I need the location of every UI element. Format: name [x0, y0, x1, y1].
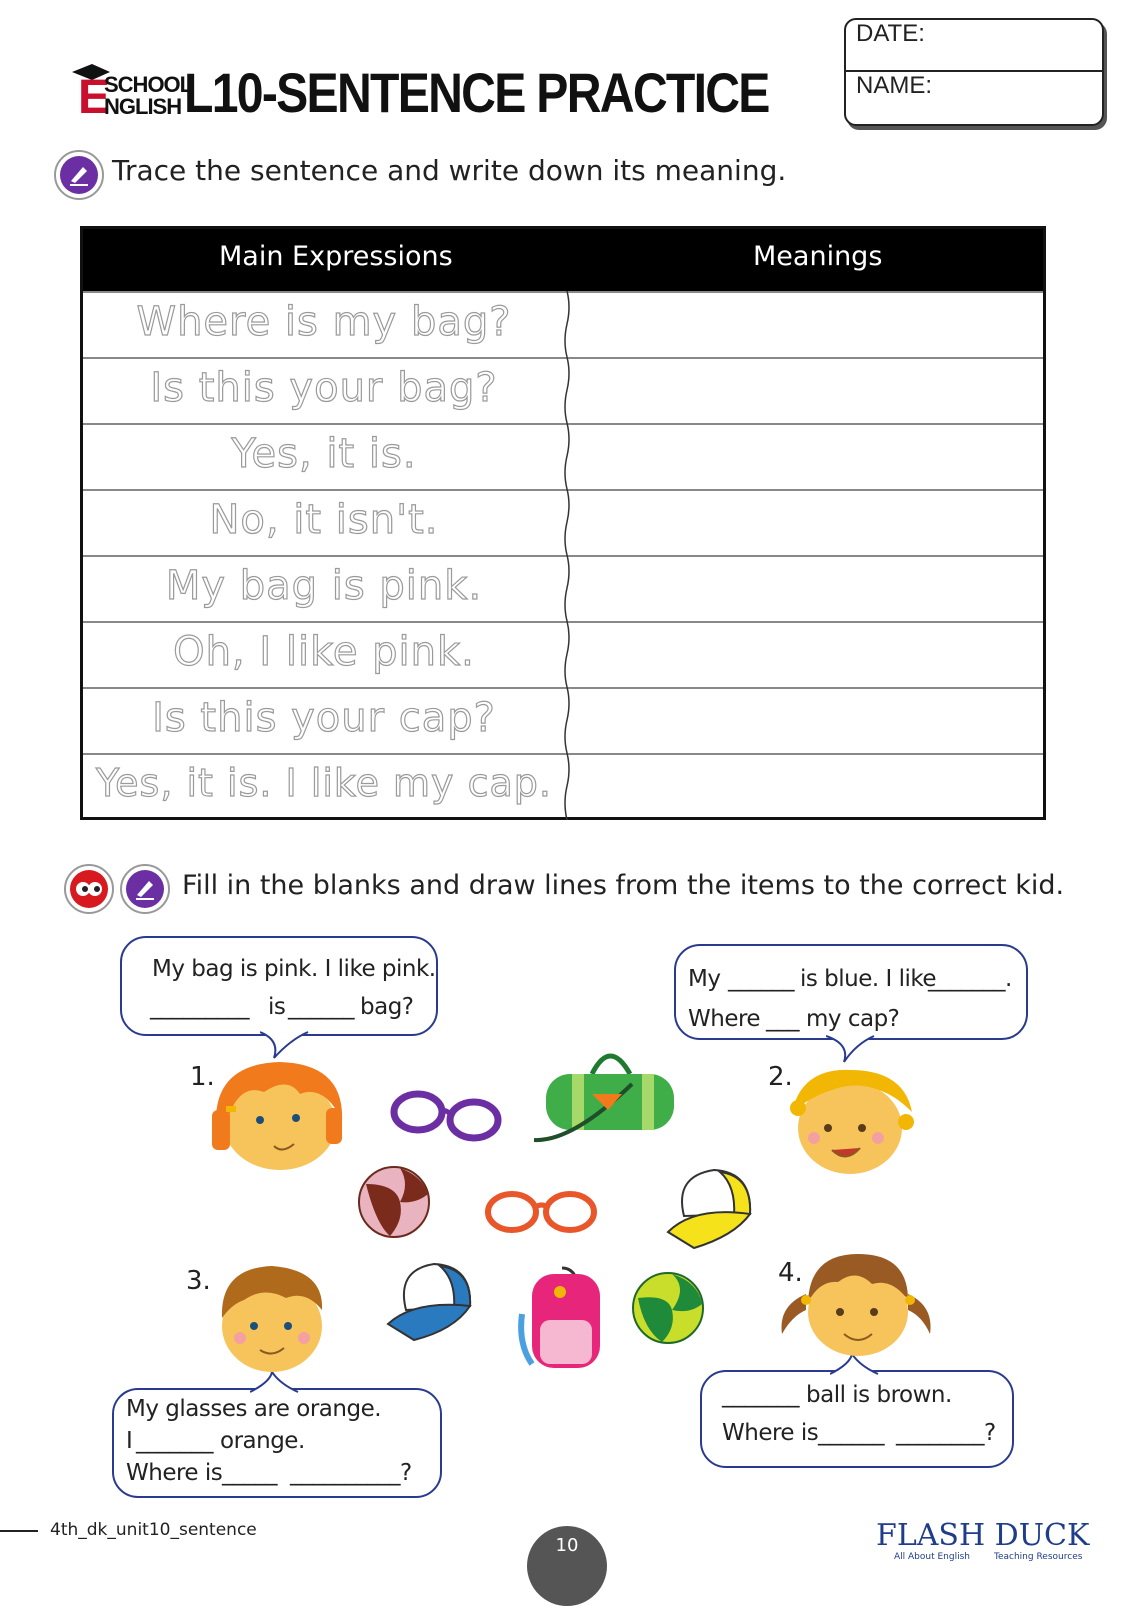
speech-bubble-kid-1 [120, 936, 438, 1036]
brand-sub-left: All About English [894, 1552, 970, 1562]
bubble-2-word: is blue. I like [800, 966, 937, 992]
write-icon [120, 864, 170, 914]
write-icon [54, 150, 104, 200]
bubble-3-word: Where is [126, 1460, 223, 1486]
footer-line [0, 1530, 38, 1532]
bubble-2-word: My [688, 966, 721, 992]
blank[interactable]: _______ [136, 1428, 213, 1454]
footer-file-name: 4th_dk_unit10_sentence [50, 1520, 257, 1540]
name-field[interactable]: NAME: [856, 72, 933, 99]
flash-duck-logo [876, 1518, 1090, 1562]
blank[interactable]: _____ [222, 1460, 277, 1486]
kid-4-face-icon [776, 1250, 936, 1362]
bubble-3-word: I [126, 1428, 133, 1454]
bubble-4-word: Where is [722, 1420, 819, 1446]
expressions-table [80, 226, 1046, 820]
col-main-expressions: Main Expressions [219, 241, 453, 272]
blank[interactable]: ______ [288, 994, 354, 1020]
kid-number: 1. [190, 1062, 215, 1092]
orange-glasses-icon [482, 1186, 600, 1238]
trace-sentence: Yes, it is. I like my cap. [95, 761, 553, 805]
bubble-3-line-1: My glasses are orange. [126, 1396, 382, 1422]
kid-number: 3. [186, 1266, 211, 1296]
yellow-cap-icon [664, 1166, 756, 1252]
date-name-box [844, 18, 1104, 126]
blue-cap-icon [386, 1260, 476, 1346]
bubble-1-word: is [268, 994, 286, 1020]
trace-sentence: Is this your bag? [150, 365, 498, 411]
kid-number: 4. [778, 1258, 803, 1288]
bubble-1-word: bag? [360, 994, 414, 1020]
bubble-2-word: Where [688, 1006, 761, 1032]
kid-number: 2. [768, 1062, 793, 1092]
brand-name: FLASH DUCK [876, 1518, 1090, 1553]
kid-3-face-icon [214, 1260, 330, 1380]
blank[interactable]: _______. [928, 966, 1012, 992]
blank[interactable]: ________? [896, 1420, 996, 1446]
blank[interactable]: __________? [290, 1460, 412, 1486]
brand-sub-right: Teaching Resources [994, 1552, 1083, 1562]
trace-sentence: Yes, it is. [231, 431, 417, 477]
green-bag-icon [532, 1044, 678, 1152]
purple-glasses-icon [388, 1088, 506, 1144]
trace-sentence: Is this your cap? [152, 695, 496, 741]
kid-1-face-icon [204, 1054, 348, 1174]
logo-school-text: SCHOOL [104, 72, 193, 97]
instruction-fill-blanks: Fill in the blanks and draw lines from the items to the correct kid. [182, 870, 1065, 901]
blank[interactable]: ______ [728, 966, 794, 992]
bubble-3-word: orange. [220, 1428, 305, 1454]
table-header [83, 229, 1043, 291]
trace-sentence: Where is my bag? [136, 299, 512, 345]
trace-sentence: My bag is pink. [165, 563, 483, 609]
page-number: 10 [527, 1526, 607, 1606]
wavy-divider [561, 291, 573, 820]
green-ball-icon [630, 1270, 706, 1346]
kid-2-face-icon [788, 1062, 918, 1182]
blank[interactable]: _______ [722, 1382, 799, 1408]
bubble-tail [826, 1034, 876, 1064]
bubble-2-word: my cap? [806, 1006, 900, 1032]
date-field[interactable]: DATE: [846, 20, 1102, 72]
page-title: L10-SENTENCE PRACTICE [184, 61, 769, 124]
col-meanings: Meanings [753, 241, 883, 272]
bubble-1-line-1: My bag is pink. I like pink. [152, 956, 436, 982]
blank[interactable]: ______ [818, 1420, 884, 1446]
logo-letter-e: E [78, 71, 111, 124]
trace-sentence: No, it isn't. [209, 497, 439, 543]
bubble-4-word: ball is brown. [806, 1382, 952, 1408]
school-english-logo [70, 64, 193, 124]
look-icon [64, 864, 114, 914]
pink-backpack-icon [516, 1264, 608, 1372]
blank[interactable]: ___ [766, 1006, 799, 1032]
logo-english-text: NGLISH [104, 94, 182, 119]
instruction-trace: Trace the sentence and write down its meaning. [112, 154, 787, 187]
brown-ball-icon [356, 1164, 432, 1240]
blank[interactable]: _________ [150, 994, 249, 1020]
trace-sentence: Oh, I like pink. [173, 629, 475, 675]
